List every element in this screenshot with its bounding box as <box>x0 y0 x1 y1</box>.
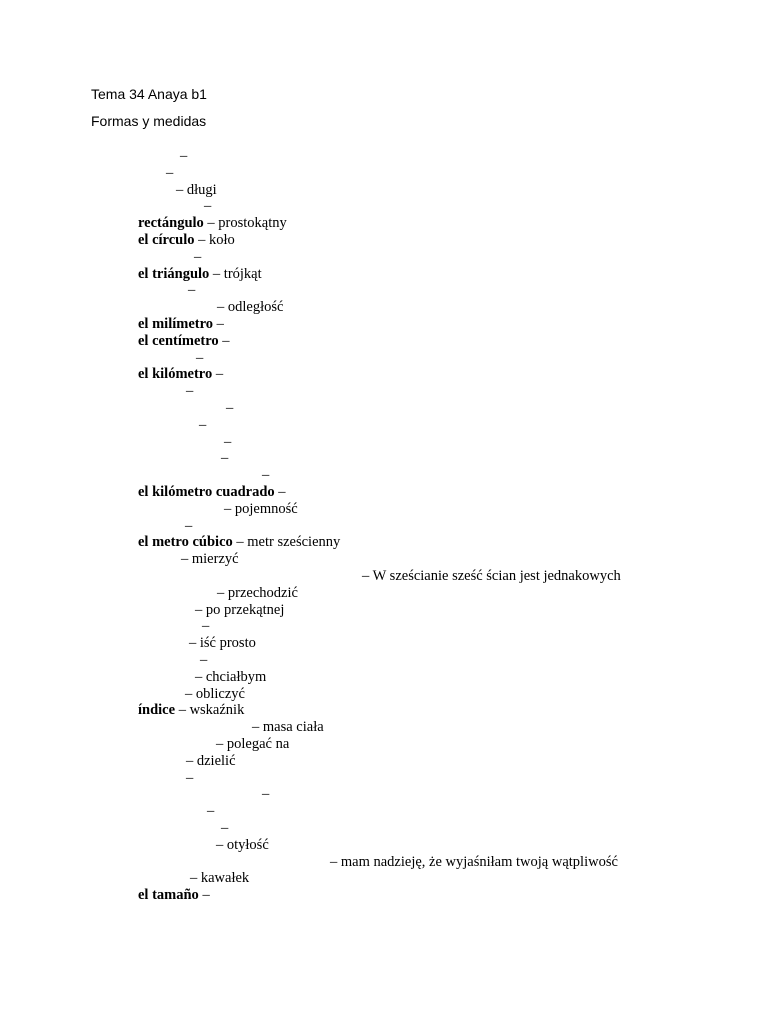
vocab-translation: chciałbym <box>205 668 267 685</box>
dash-separator: – <box>186 769 194 786</box>
vocab-entry <box>202 618 209 635</box>
vocab-term: el tamaño <box>138 887 199 904</box>
vocab-translation: trójkąt <box>223 265 262 282</box>
vocab-translation: mam nadzieję, że wyjaśniłam twoją wątpliwość <box>340 853 618 870</box>
dash-separator: – <box>202 618 210 635</box>
vocab-entry <box>216 837 269 854</box>
vocab-entry <box>166 165 173 182</box>
dash-separator: – <box>199 416 207 433</box>
dash-separator: – <box>181 551 189 568</box>
vocab-entry <box>262 467 269 484</box>
vocab-term: índice <box>138 702 176 719</box>
vocab-entry <box>199 417 206 434</box>
vocab-entry <box>138 534 340 551</box>
dash-separator: – <box>186 383 194 400</box>
dash-separator: – <box>215 366 224 383</box>
dash-separator: – <box>180 148 188 164</box>
vocab-entry <box>188 282 195 299</box>
vocab-entry <box>224 434 231 451</box>
vocab-translation: otyłość <box>226 836 269 853</box>
vocab-entry <box>186 383 193 400</box>
dash-separator: – <box>221 450 229 467</box>
vocab-entry <box>262 786 269 803</box>
vocab-translation: masa ciała <box>262 719 324 736</box>
dash-separator: – <box>262 467 270 484</box>
vocab-entry <box>190 870 249 887</box>
vocab-entry <box>176 182 217 199</box>
vocab-entry <box>226 400 233 417</box>
vocab-translation: iść prosto <box>199 635 256 652</box>
dash-separator: – <box>200 652 208 668</box>
vocab-term: rectángulo <box>138 215 204 232</box>
vocab-entry <box>138 266 262 283</box>
vocab-entry <box>216 736 289 753</box>
dash-separator: – <box>207 215 215 232</box>
dash-separator: – <box>221 820 229 836</box>
dash-separator: – <box>222 332 230 349</box>
dash-separator: – <box>252 719 260 736</box>
vocab-translation: mierzyć <box>191 551 239 568</box>
vocab-entry <box>138 702 244 719</box>
vocab-entry <box>196 350 203 367</box>
vocab-entry <box>330 854 618 871</box>
dash-separator: – <box>216 316 224 332</box>
dash-separator: – <box>195 601 203 618</box>
dash-separator: – <box>212 265 221 282</box>
vocab-entry <box>200 652 207 669</box>
dash-separator: – <box>188 282 196 299</box>
dash-separator: – <box>176 181 184 198</box>
vocab-entry <box>194 249 201 266</box>
vocab-entry <box>195 602 284 619</box>
vocab-term: el metro cúbico <box>138 534 233 551</box>
vocab-entry <box>138 232 235 249</box>
dash-separator: – <box>216 736 224 752</box>
vocab-entry <box>181 551 239 568</box>
dash-separator: – <box>189 635 197 652</box>
dash-separator: – <box>330 853 338 870</box>
dash-separator: – <box>185 685 193 702</box>
vocab-entry <box>217 585 298 602</box>
document-title: Tema 34 Anaya b1 <box>91 86 207 102</box>
dash-separator: – <box>226 400 234 416</box>
vocab-term: el milímetro <box>138 316 214 332</box>
dash-separator: – <box>224 433 232 450</box>
vocab-entry <box>185 686 245 703</box>
vocab-entry <box>186 770 193 787</box>
vocab-entry <box>252 719 324 736</box>
vocab-translation: dzielić <box>196 752 236 769</box>
vocab-term: el triángulo <box>138 265 210 282</box>
vocab-translation: prostokątny <box>218 215 287 232</box>
vocab-translation: wskaźnik <box>189 702 245 719</box>
dash-separator: – <box>216 836 224 853</box>
vocab-entry <box>138 316 224 333</box>
vocab-translation: obliczyć <box>195 685 245 702</box>
vocab-entry <box>207 803 214 820</box>
vocab-translation: odległość <box>227 299 284 316</box>
vocab-entry <box>217 299 283 316</box>
vocab-entry <box>195 669 266 686</box>
vocab-entry <box>221 820 228 837</box>
vocab-entry <box>185 518 192 535</box>
dash-separator: – <box>195 668 203 685</box>
dash-separator: – <box>262 786 270 803</box>
vocab-translation: długi <box>186 181 217 198</box>
vocab-term: el círculo <box>138 232 195 248</box>
vocab-translation: pojemność <box>234 500 298 517</box>
vocab-entry <box>138 887 210 904</box>
vocab-translation: metr sześcienny <box>247 534 341 551</box>
vocab-entry <box>189 635 256 652</box>
vocab-translation: przechodzić <box>227 584 298 601</box>
vocab-entry <box>138 215 287 232</box>
dash-separator: – <box>217 584 225 601</box>
vocab-entry <box>138 484 286 501</box>
dash-separator: – <box>194 248 202 265</box>
vocab-entry <box>186 753 236 770</box>
vocab-entry <box>180 148 187 165</box>
vocab-term: el kilómetro <box>138 366 213 383</box>
dash-separator: – <box>166 164 174 181</box>
vocab-entry <box>221 450 228 467</box>
dash-separator: – <box>185 517 193 534</box>
dash-separator: – <box>217 299 225 316</box>
vocab-entry <box>362 568 621 585</box>
vocab-entry <box>138 366 223 383</box>
dash-separator: – <box>362 568 370 584</box>
dash-separator: – <box>224 500 232 517</box>
vocab-translation: koło <box>209 232 235 248</box>
dash-separator: – <box>186 752 194 769</box>
vocab-translation: po przekątnej <box>205 601 285 618</box>
dash-separator: – <box>198 232 206 248</box>
vocab-translation: kawałek <box>200 870 250 887</box>
vocab-term: el kilómetro cuadrado <box>138 484 275 500</box>
dash-separator: – <box>204 198 212 215</box>
dash-separator: – <box>178 702 186 719</box>
dash-separator: – <box>202 887 210 904</box>
vocab-entry <box>138 333 230 350</box>
dash-separator: – <box>196 349 204 366</box>
vocab-entry <box>204 198 211 215</box>
vocab-entry <box>224 501 298 518</box>
document-subtitle: Formas y medidas <box>91 113 207 129</box>
vocab-translation: polegać na <box>226 736 290 752</box>
dash-separator: – <box>236 534 244 551</box>
vocab-term: el centímetro <box>138 332 219 349</box>
dash-separator: – <box>278 484 286 500</box>
dash-separator: – <box>207 803 215 820</box>
vocab-translation: W sześcianie sześć ścian jest jednakowych <box>372 568 621 584</box>
dash-separator: – <box>190 870 198 887</box>
